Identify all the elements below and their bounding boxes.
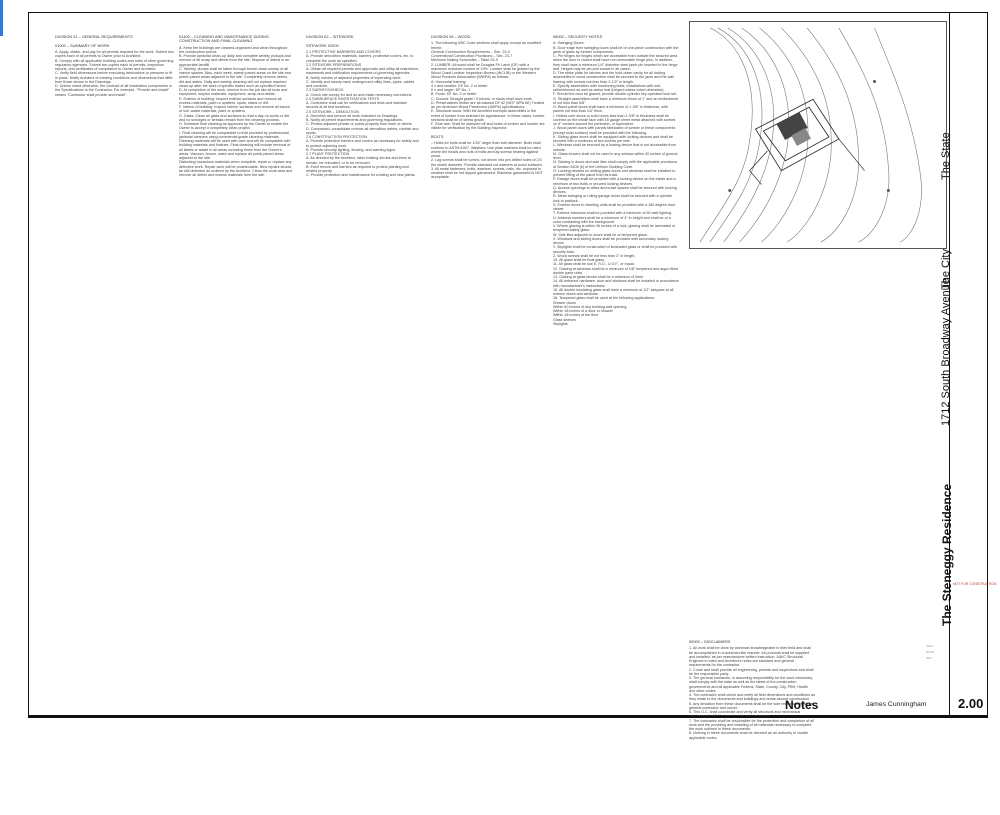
stamp-area bbox=[926, 642, 952, 692]
stamp-label: REV bbox=[926, 656, 933, 660]
notes-column-sitework bbox=[306, 35, 420, 455]
notes-column-general-requirements bbox=[55, 35, 175, 455]
sheet-author: James Cunningham bbox=[866, 701, 927, 708]
note-heading: BOLTS bbox=[431, 134, 444, 139]
note-heading: 01000 – SUMMARY OF WORK bbox=[55, 42, 110, 48]
note-heading: DIVISION 02 – SITEWORK bbox=[306, 34, 354, 39]
drawing-sheet bbox=[28, 12, 988, 740]
note-heading: 00000 – DISCLAIMERS bbox=[689, 639, 731, 644]
project-city: The City bbox=[940, 249, 952, 290]
note-text: A. Keep the buildings are cleaned-organized and clean throughout the construction period. B. Provide janitorial clean-up daily and complete weekly pickups and remove of all scrap and debris from the site. Dispose of debris in an appropriate landfill. C. Weekly, dumps shall be taken through broom-down sweep of all interior spaces. Also, each week, sweep paved areas on the site and public paved areas adjacent to the site. Completely remove debris, dirt and stains. Daily and weekly cleaning will not replace required clean-up after the work of specific trades such as specified herein. D. At completion of the work, remove from the job site all tools and equipment, surplus materials, equipment, scrap and debris. E. Exterior of building: Inspect exterior surfaces and remove all excess materials, paint or spatters, spots, stains or dirt. F. Interior of building: Inspect interior surfaces and remove all traces of soil, waste materials, paint or spatters. G. Glass: Clean all glass and surfaces so that a day no spots or dirt and no smudges or streaks remain from the cleaning process. H. Schedule final cleaning as approved by the Owner to enable the Owner to accept a completely clean project. I. Final cleaning will be comparable to that provided by professional janitorial cleaners using commercial grade cleaning materials. Cleaning materials will be used with care and will be compatible with building materials and finishes. Final cleaning will include removal of all labels or waste in all areas including those from the Owner's areas. Vacuum, broom, wash and replace all public paved areas adjacent to the site. Disturbing hazardous materials when complete, repair or replace any defective work. Repair work will be undetectable. New repairs should be still defective as ordered by the Architect. Clean the work area and remove all debris and excess materials from the site. bbox=[179, 45, 293, 177]
project-address: 1712 South Broadway Avenue bbox=[940, 278, 952, 426]
stamp-label: SEAL bbox=[926, 644, 934, 648]
note-text: A. Apply, obtain, and pay for all permits required for the work. Submit two copies each of all permits to Owner prior to Architect. B. Comply with all applicable building codes and rules of other governing regulatory agencies. Submit two copies each of permits, inspection reports, and certificates of compliance to Owner and Architect. C. Verify field dimensions before executing fabrications or pressure to fit in place. Notify Architect of existing conditions and dimensions that differ from those shown in the Drawings. D. Unless noted otherwise, the contract of all Installation components in the Specifications is the Contractor. For example, "Provide and install" means "Contractor shall provide and install". bbox=[55, 50, 174, 97]
site-plan-svg bbox=[690, 22, 946, 248]
notes-column-cleaning bbox=[179, 35, 293, 455]
sheet-number: 2.00 bbox=[958, 696, 984, 711]
note-text: 2.1 PROTECTIVE BARRIERS AND COVERS A. Provide demolition materials, barriers, protective covers, etc. to complete the work as specified. 2.2 SITEWORK PREPARATIONS A. Obtain all required permits and approvals and utility all restrictions, easements and notification requirements of governing agencies. B. Notify owners of adjacent properties of impending work. C. Identify and clearly mark underground utility lines, pipes, cables and conduits. 2.3 SURVEYS/CHECK A. Check site survey for and do and make necessary corrections. 2.4 SUBSURFACE INVESTIGATION TESTS A. Contractor shall call for verifications and tests and maintain records at all test locations. 2.5 SITEWORK – DEMOLITION A. Demolish and remove all work indicated on Drawings. B. Notify all permit requirements and governing regulations. C. Protect adjacent private or public property from work or debris. D. Compacted, consolidate remove all demolition debris, rubbish and spoils. 2.6 CONSTRUCTION PROTECTION A. Provide protective barriers and covers as necessary for safety and to protect adjoining work. B. Provide security lighting, fencing, and warning signs. 2.7 PLANT PROTECTION A. As directed by the Architect, label existing shrubs and trees to remain, be relocated, or to be removed. B. Erect fences and barriers as required to protect planting and related property. C. Provide protection and maintenance for existing and new plants. bbox=[306, 50, 420, 178]
project-title: The Steneggy Residence bbox=[940, 483, 954, 626]
note-text: 1. All work shall be done by workman knowledgeable in their field and shall be accomplished in a workman like manner. All products shall be supplied and installed, as per manufacturer written instruction. AIA/C Structural Engineer’s notes and Architect’s notes are standard and general requirements for the contractor. 2. Come and shall provide all engineering, permits and inspections and shall be the responsible party. 3. The general contractor, in assuming responsibility for the work necessary, shall comply with the state as well as the latest of the construction governments and all applicable Federal, State, County, City, PBH, Health and other codes. 4. The contractor shall check and verify all field dimensions and conditions as they relate to the documents and buildings and areas around construction. 5. Any deviation from these documents shall be the sole responsibility of the general contractor and owner. 6. This O.C. shall coordinate and verify all structural and mechanical 7. The contractor shall be responsible for the protection and completion of all work and the providing and installing of all materials necessary to complete the work outlined in these documents. 8. Nothing in these documents shall be deemed as an authority to violate applicable codes. bbox=[689, 646, 815, 740]
left-edge-mark bbox=[0, 0, 3, 36]
note-heading: SITEWORK 02000 bbox=[306, 42, 339, 48]
stamp-label: DATE bbox=[926, 650, 934, 654]
notes-column-wood bbox=[431, 35, 545, 455]
note-heading: DIVISION 01 – GENERAL REQUIREMENTS bbox=[55, 34, 133, 39]
note-heading: DIVISION 06 – WOOD bbox=[431, 34, 471, 39]
bottom-border bbox=[28, 716, 988, 718]
project-state: The State bbox=[940, 132, 952, 180]
site-plan-drawing bbox=[689, 21, 947, 249]
note-text: 1. The following UBC Code sections shall apply, except as modified herein: General Construction Requirements – Sec. 23-4 Conventional Construction Provisions – Sec. 23-7 Minimum Nailing Schedules – Table 23-II 2. LUMBER: All wood shall be Douglas Fir Larch (DF) with a maximum moisture content of 19%. Lumber shall be graded by the Wood Coast Lumber Inspection Bureau (WCLIB) or the Western Wood Products Association (WWPA) as follows: A. Horizontal framing: 4 x and smaller: DF No. 2 or better 6 x and larger: DF No. 1 B. Posts: DF No. 2 or better C. Ground: Straight grade / Eminum, or studs shall have ends. D. Preservatives timber are all classed DF #2 (NOT WPA WI) Treated as per American Wood Preservers (AWPA) specifications. E. Structural wood: With the Architect exempts assemblies in the event of lumber from selected for appearance. In these cases, lumber sections shall be of stress grade. F. Glue-lam: Shall be stamped off and holes of lumber and lumber are visible for verification by the Building Inspector. bbox=[431, 41, 545, 131]
notes-column-disclaimers bbox=[689, 640, 815, 815]
note-heading: 08000 – SECURITY NOTES bbox=[553, 34, 603, 39]
red-stamp-note: NOT FOR CONSTRUCTION bbox=[953, 582, 997, 586]
sheet-name: Notes bbox=[785, 698, 819, 712]
note-text: A. Swinging Doors: B. Door edge from swinging doors shall be of one-piece construction with the jamb of glass by lumber components. C. Pin hinges for hinges which are accessible from outside the secured area when the door is closed shall have non-removable hinge pins. In addition, they shall have a minimum 1/4" diameter steel jamb pin inserted in the hinge leaf. Hinges may be pin and socket in all cases. D. The strike plate for latches and the hold-down cavity for all locking assemblies in wood construction shall be secured to the jamb and the wall framing with screws not less than 2-1/2" in length. E. Specify assemblies with functioning leafs, installations with mid-rail/reinforced as well as active leaf (hinged unless noted otherwise). F. Should the door be glazed, provide double cylinder key-operated lock set. G. Straight assemblies shall have a minimum throw of 1" and an embedment of not less than 5/8". H. Wood panel doors shall have a minimum of 1 3/8" in thickness, with panels not less than 1/4" thick. I. Hollow core doors or solid doors less than 1 3/8" in thickness shall be covered on the inside face with 16 gauge sheet metal attached with screws on 6" centers around the perimeter, or equivalent. J. Wood panel doors with panels fabricated of lumber or these components (except solid surface) shall be provided with the following. K. Sliding glass doors shall be equipped with locking devices and shall be secured with a minimum of two screws per leaf. L. Windows shall be secured by a locking device that is not accessible from outside. M. Glass louvers shall not be used in any window within 40 inches of ground level. N. Glazing in doors and side lites shall comply with the applicable provisions of Section 5406 (b) of the Uniform Building Code. O. Locking devices on sliding glass doors and windows shall be installed to prevent lifting of the panel from its track. P. Garage doors shall be provided with a locking device on the inside and a minimum of two bolts or secured locking devices. Q. Access openings to attics and crawl spaces shall be secured with locking devices. R. Metal swinging or rolling garage doors shall be secured with a cylinder lock or padlock. S. Exterior doors in dwelling units shall be provided with a 180 degree door viewer. T. Exterior transoms shall be provided with a minimum of 60 watt lighting. U. Address numbers shall be a minimum of 4" in height and shall be of a color contrasting with the background. V. Where glazing is within 36 inches of a lock, glazing shall be laminated or tempered safety glass. W. Side lites adjacent to doors shall be of tempered glass. X. Windows and sliding doors shall be provided with secondary locking device. Y. Skylights shall be constructed of laminated glass or shall be provided with security bars. Z. Wood screws shall be not less than 3" in length. 10. All glass shall be float glass. 11. All glass shall be low E, R.O., U.O.F., or equal. 12. Glazing at windows shall be a minimum of 1/8" tempered and argon filled double pane units. 13. Glazing at glass blocks shall be a minimum of 3mm. 14. All entrance hardware, door and windows shall be installed in accordance with manufacturer's instructions. 15. All double insulating glass shall have a minimum of 1/2" airspace at all exterior doors and windows. 16. Tempered glass shall be used at the following applications: Shower doors Within 60 inches of any building wall opening Within 18 inches of a door or shower Within 18 inches of the floor Glass shelves Skylights bbox=[553, 41, 679, 326]
notes-column-security bbox=[553, 35, 679, 695]
note-heading: 01400 – CLEANING AND MAINTENANCE DURING CONSTRUCTION AND FINAL CLEANING bbox=[179, 34, 269, 44]
note-text: – Holes for bolts shall be 1/16" larger than bolt diameter. Bolts shall conform to ASTM A307. Washers: Use plate washers shall be used where the heads and nuts of bolts and lag screws bearing against wood. 2. Lag screws shall be turned, not driven into pre-drilled holes of 2/3 the shank diameter. Provide standard cut washers at wood surfaces. 3. All metal fasteners, bolts, washers, screws, nails, etc. exposed to weather shall be hot dipped galvanized. Stainless galvanized is NOT acceptable. bbox=[431, 141, 543, 180]
